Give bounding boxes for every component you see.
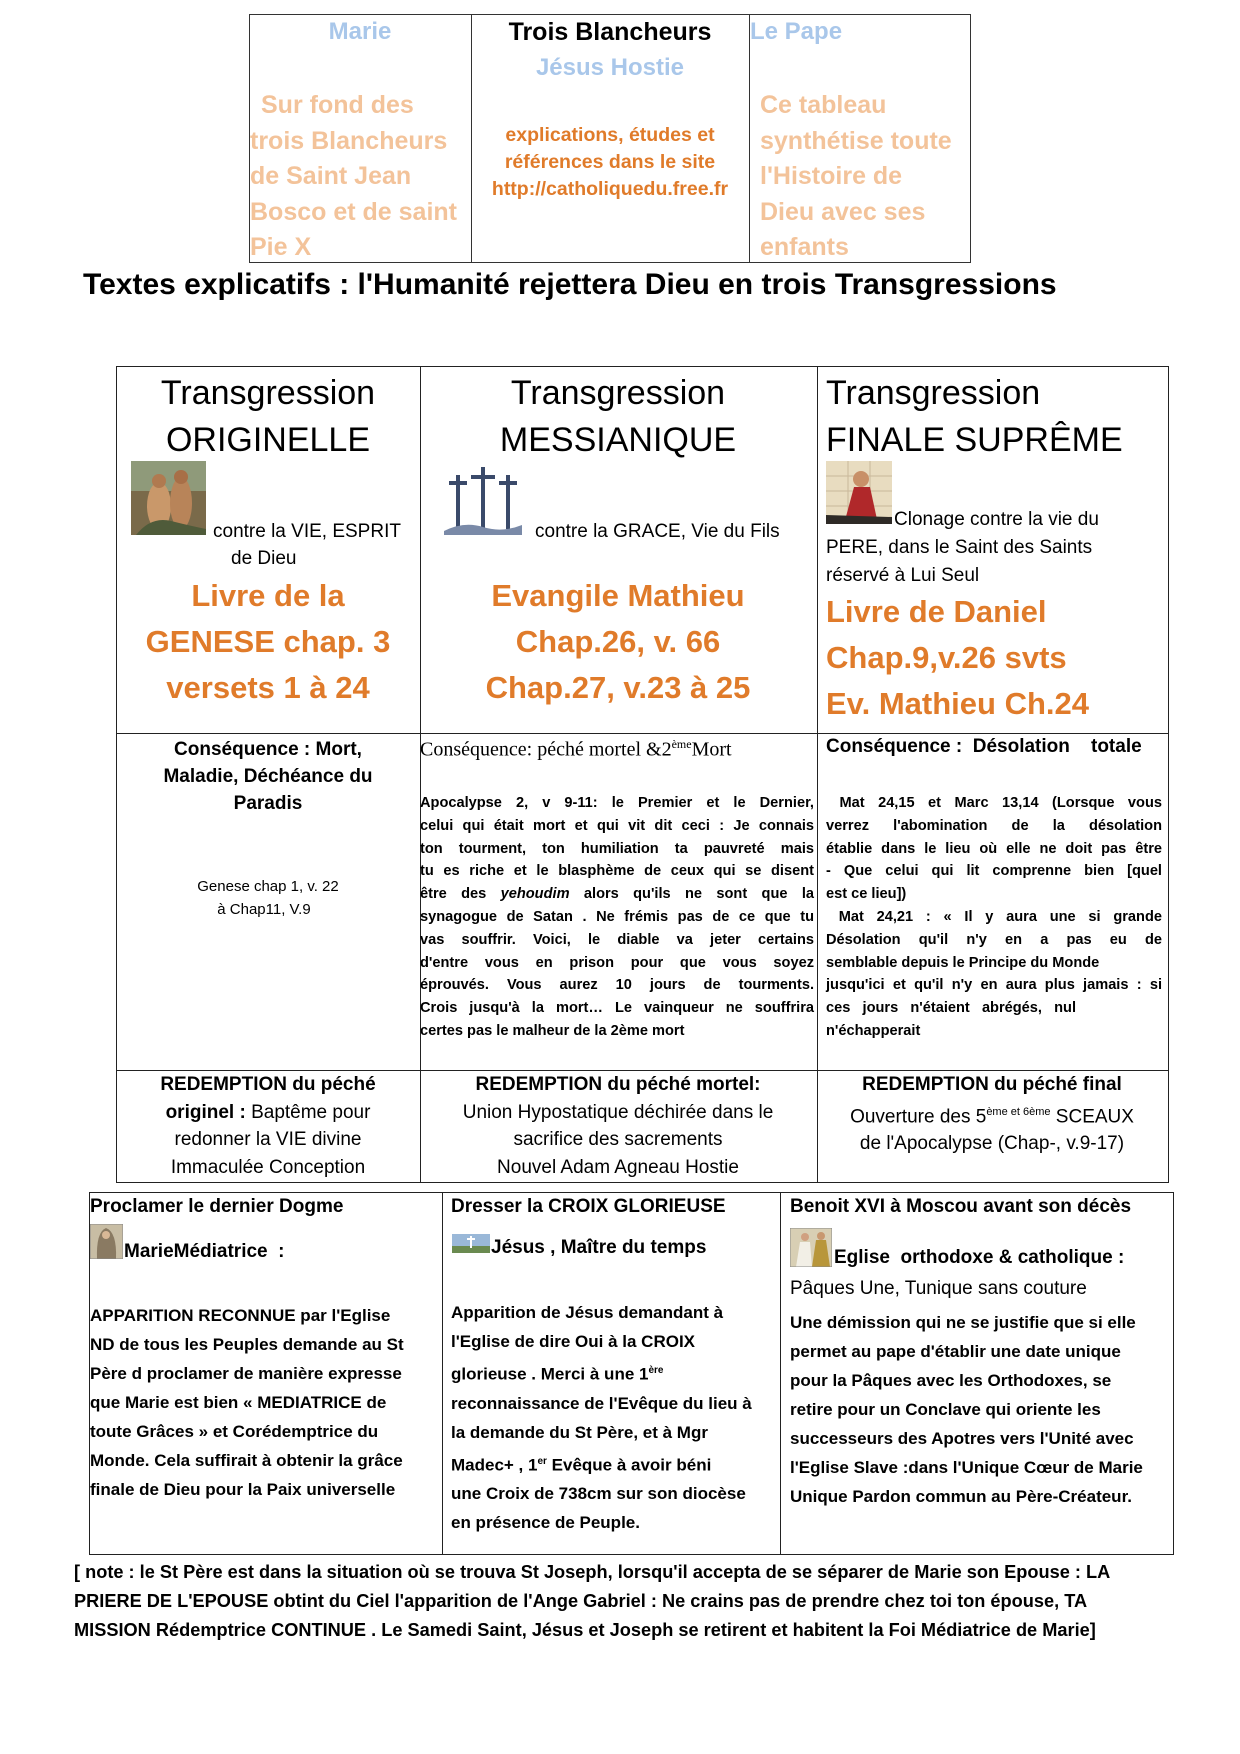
text-line: celui qui était mort et qui vit dit ceci : Je connais bbox=[420, 817, 814, 834]
text-line: une Croix de 738cm sur son diocèse bbox=[451, 1484, 746, 1504]
header-middle-text bbox=[471, 122, 749, 203]
redemption-text: Ouverture des 5 bbox=[850, 1105, 987, 1127]
book-line: Chap.9,v.26 svts bbox=[826, 640, 1067, 675]
book-line: Livre de Daniel bbox=[826, 594, 1047, 629]
consequence-line: Paradis bbox=[233, 793, 303, 814]
text-line: Une démission qui ne se justifie que si elle bbox=[790, 1313, 1136, 1332]
redemption-line: Immaculée Conception bbox=[170, 1156, 366, 1178]
redemption-title: REDEMPTION du péché final bbox=[862, 1074, 1122, 1095]
book-line: Chap.27, v.23 à 25 bbox=[485, 670, 751, 705]
originelle-caption bbox=[211, 518, 421, 572]
book-line: Chap.26, v. 66 bbox=[515, 624, 721, 659]
text-line: permet au pape d'établir une date unique bbox=[790, 1342, 1121, 1361]
header-right-line: synthétise toute bbox=[760, 126, 952, 155]
caption-line: PERE, dans le Saint des Saints bbox=[826, 537, 1093, 558]
text-line: établie dans le lieu où elle ne doit pas être bbox=[826, 840, 1162, 857]
consequence-finale-title: Conséquence : Désolation totale bbox=[826, 736, 1142, 757]
text-line: ton tourment, ton humiliation ta pauvreté mais bbox=[420, 840, 814, 857]
cross-subtitle: Jésus , Maître du temps bbox=[491, 1237, 707, 1258]
text-line: toute Grâces » et Corédemptrice du bbox=[90, 1422, 379, 1441]
moscow-subtitle: Eglise orthodoxe & catholique : bbox=[834, 1247, 1125, 1268]
text-line: verrez l'abomination de la désolation bbox=[826, 817, 1162, 834]
header-right-text bbox=[760, 88, 970, 266]
text-fragment: alors qu'ils ne sont que la bbox=[569, 886, 815, 903]
text-line: vas souffrir. Voici, le diable va jeter certains bbox=[420, 931, 814, 948]
text-line: successeurs des Apotres vers l'Unité avec bbox=[790, 1429, 1134, 1448]
note-line: [ note : le St Père est dans la situation où se trouva St Joseph, lorsqu'il accepta de se séparer de Marie son Epouse : LA bbox=[74, 1562, 1111, 1582]
caption-line: contre la VIE, ESPRIT bbox=[213, 521, 401, 542]
header-middle-subtitle: Jésus Hostie bbox=[535, 54, 685, 81]
book-line: versets 1 à 24 bbox=[166, 670, 370, 705]
transgression-messianique bbox=[420, 370, 816, 464]
consequence-finale-text bbox=[826, 792, 1162, 1043]
moscow-text bbox=[790, 1308, 1170, 1511]
text-fragment: Madec+ , 1 bbox=[451, 1455, 538, 1475]
adam-eve-image bbox=[131, 461, 206, 535]
text-line: Unique Pardon commun au Père-Créateur. bbox=[790, 1487, 1132, 1506]
book-line: Livre de la bbox=[191, 578, 345, 613]
header-left-line: de Saint Jean bbox=[250, 162, 412, 190]
caption-line: Clonage contre la vie du bbox=[894, 509, 1099, 530]
site-link[interactable]: http://catholiquedu.free.fr bbox=[491, 178, 729, 200]
text-line: Père d proclamer de manière expresse bbox=[90, 1364, 402, 1383]
redemption-finale bbox=[817, 1071, 1167, 1158]
text-line: n'échapperait bbox=[826, 1022, 921, 1039]
header-middle-line: références dans le site bbox=[504, 151, 716, 173]
closing-note bbox=[74, 1558, 1194, 1645]
header-right-title: Le Pape bbox=[750, 18, 843, 45]
finale-book bbox=[826, 589, 1166, 727]
consequence-title-text: Mort bbox=[691, 738, 732, 761]
redemption-line bbox=[117, 1099, 419, 1127]
consequence-originelle bbox=[117, 736, 419, 817]
text-line: - Que celui qui lit comprenne bien [quel bbox=[826, 863, 1162, 880]
redemption-messianique bbox=[420, 1071, 816, 1181]
caption-line: de Dieu bbox=[231, 548, 297, 569]
header-left-text bbox=[250, 88, 472, 266]
originelle-book bbox=[117, 573, 419, 711]
redemption-line: Union Hypostatique déchirée dans le bbox=[462, 1101, 774, 1123]
redemption-title-bold: originel : bbox=[165, 1101, 246, 1123]
consequence-line: Conséquence : Mort, bbox=[174, 739, 362, 760]
text-line: éprouvés. Vous aurez 10 jours de tourments. bbox=[420, 977, 814, 994]
caption-line: réservé à Lui Seul bbox=[826, 565, 980, 586]
glorious-cross-image bbox=[452, 1234, 490, 1253]
text-line: ND de tous les Peuples demande au St bbox=[90, 1335, 404, 1354]
superscript: er bbox=[537, 1455, 547, 1467]
finale-caption bbox=[826, 506, 1166, 590]
book-line: GENESE chap. 3 bbox=[145, 624, 391, 659]
header-left-line: Pie X bbox=[250, 233, 312, 261]
text-line bbox=[451, 1356, 786, 1389]
text-line: que Marie est bien « MEDIATRICE de bbox=[90, 1393, 387, 1412]
transgression-heading: Transgression bbox=[160, 374, 376, 412]
text-line: Apparition de Jésus demandant à bbox=[451, 1303, 724, 1322]
moscow-title: Benoit XVI à Moscou avant son décès bbox=[790, 1196, 1132, 1217]
patriarch-image bbox=[790, 1228, 832, 1267]
header-right-line: Dieu avec ses bbox=[760, 197, 926, 226]
text-line: retire pour un Conclave qui oriente les bbox=[790, 1400, 1101, 1419]
redemption-line: redonner la VIE divine bbox=[174, 1129, 362, 1150]
text-line: Mat 24,21 : « Il y aura une si grande bbox=[826, 908, 1162, 925]
table-hline-1 bbox=[117, 733, 1168, 734]
text-fragment: Evêque à avoir béni bbox=[546, 1455, 712, 1475]
text-line: ces jours n'étaient abrégés, nul bbox=[826, 1000, 1077, 1017]
crucifixion-image bbox=[444, 461, 522, 535]
reference-line: Genese chap 1, v. 22 bbox=[197, 878, 339, 895]
header-right-line: Ce tableau bbox=[760, 91, 887, 119]
messianique-book bbox=[420, 573, 816, 711]
consequence-originelle-ref bbox=[117, 875, 419, 921]
superscript: ème bbox=[671, 737, 692, 751]
book-line: Ev. Mathieu Ch.24 bbox=[826, 686, 1089, 721]
consequence-messianique-title bbox=[420, 737, 816, 762]
main-title: Textes explicatifs : l'Humanité rejettera Dieu en trois Transgressions bbox=[83, 268, 1057, 301]
header-left-line: Bosco et de saint bbox=[250, 197, 457, 226]
redemption-title: REDEMPTION du péché bbox=[160, 1074, 376, 1095]
text-line: l'Eglise de dire Oui à la CROIX bbox=[451, 1332, 696, 1351]
transgression-finale bbox=[826, 370, 1166, 464]
note-line: PRIERE DE L'EPOUSE obtint du Ciel l'apparition de l'Ange Gabriel : Ne crains pas de prendre chez toi ton épouse, TA bbox=[74, 1591, 1088, 1611]
header-divider-right bbox=[749, 15, 750, 262]
table-vline-2 bbox=[817, 367, 818, 1182]
cross-title: Dresser la CROIX GLORIEUSE bbox=[451, 1196, 726, 1217]
dogma-text bbox=[90, 1301, 440, 1504]
transgression-heading: Transgression bbox=[826, 374, 1041, 412]
header-middle-line: explications, études et bbox=[505, 124, 715, 146]
text-line: l'Eglise Slave :dans l'Unique Cœur de Marie bbox=[790, 1458, 1143, 1477]
header-left-title: Marie bbox=[328, 18, 392, 45]
dogma-title: Proclamer le dernier Dogme bbox=[90, 1196, 344, 1217]
text-line: finale de Dieu pour la Paix universelle bbox=[90, 1480, 396, 1499]
note-line: MISSION Rédemptrice CONTINUE . Le Samedi Saint, Jésus et Joseph se retirent et habitent la Foi Médiatrice de Marie] bbox=[74, 1620, 1096, 1640]
transgression-originelle bbox=[117, 370, 419, 464]
virgin-image bbox=[90, 1224, 123, 1259]
text-line: APPARITION RECONNUE par l'Eglise bbox=[90, 1306, 391, 1325]
text-line: en présence de Peuple. bbox=[451, 1513, 640, 1533]
redemption-text: SCEAUX bbox=[1050, 1105, 1134, 1127]
book-line: Evangile Mathieu bbox=[491, 578, 745, 613]
text-fragment: glorieuse . Merci à une 1 bbox=[451, 1364, 649, 1384]
text-line: reconnaissance de l'Evêque du lieu à bbox=[451, 1393, 752, 1413]
action-vline-1 bbox=[442, 1193, 443, 1554]
transgression-name: ORIGINELLE bbox=[165, 421, 371, 459]
text-line: jusqu'ici et qu'il n'y en aura plus jamais : si bbox=[826, 977, 1162, 994]
consequence-line: Maladie, Déchéance du bbox=[163, 766, 373, 787]
transgression-heading: Transgression bbox=[510, 374, 726, 412]
reference-line: à Chap11, V.9 bbox=[217, 901, 311, 918]
superscript: ère bbox=[648, 1365, 664, 1376]
text-line: Désolation qu'il n'y en a pas eu de bbox=[826, 931, 1162, 948]
text-line: la demande du St Père, et à Mgr bbox=[451, 1422, 708, 1442]
redemption-line: de l'Apocalypse (Chap-, v.9-17) bbox=[859, 1133, 1125, 1155]
text-line: tu es riche et le blasphème de ceux qui se disent bbox=[420, 863, 814, 880]
text-line bbox=[420, 883, 814, 906]
table-vline-1 bbox=[420, 367, 421, 1182]
text-line: Monde. Cela suffirait à obtenir la grâce bbox=[90, 1451, 403, 1470]
superscript: ème et 6ème bbox=[986, 1105, 1051, 1118]
text-line bbox=[451, 1447, 786, 1480]
header-middle-title: Trois Blancheurs bbox=[508, 18, 712, 46]
header-left-line: trois Blancheurs bbox=[250, 126, 448, 155]
text-line: certes pas le malheur de la 2ème mort bbox=[420, 1022, 685, 1039]
redemption-text: Baptême pour bbox=[245, 1101, 371, 1123]
header-right-line: l'Histoire de bbox=[760, 162, 903, 190]
consequence-title-text: Conséquence: péché mortel &2 bbox=[420, 738, 672, 761]
redemption-title: REDEMPTION du péché mortel: bbox=[475, 1074, 761, 1095]
redemption-line: sacrifice des sacrements bbox=[513, 1129, 723, 1150]
text-line: d'entre vous en prison pour que vous soyez bbox=[420, 954, 814, 971]
text-line: semblable depuis le Principe du Monde bbox=[826, 954, 1100, 971]
redemption-originelle bbox=[117, 1071, 419, 1181]
dogma-subtitle: MarieMédiatrice : bbox=[124, 1241, 285, 1262]
header-right-line: enfants bbox=[760, 233, 849, 261]
text-line: Mat 24,15 et Marc 13,14 (Lorsque vous bbox=[826, 795, 1162, 811]
text-fragment: être des bbox=[420, 886, 501, 903]
consequence-messianique-text bbox=[420, 792, 814, 1043]
messianique-caption: contre la GRACE, Vie du Fils bbox=[535, 521, 780, 542]
redemption-line: Nouvel Adam Agneau Hostie bbox=[497, 1156, 739, 1178]
cross-text bbox=[451, 1298, 786, 1537]
transgression-name: MESSIANIQUE bbox=[499, 421, 737, 459]
text-line: Apocalypse 2, v 9-11: le Premier et le Dernier, bbox=[420, 795, 814, 811]
header-left-line: Sur fond des bbox=[261, 91, 414, 119]
moscow-plain-line: Pâques Une, Tunique sans couture bbox=[790, 1278, 1087, 1299]
redemption-line bbox=[817, 1099, 1167, 1131]
transgression-name: FINALE SUPRÊME bbox=[826, 421, 1123, 459]
text-line: synagogue de Satan . Ne frémis pas de ce que tu bbox=[420, 908, 814, 925]
text-line: pour la Pâques avec les Orthodoxes, se bbox=[790, 1371, 1112, 1390]
text-line: Crois jusqu'à la mort… Le vainqueur ne souffrira bbox=[420, 1000, 814, 1017]
text-line: est ce lieu]) bbox=[826, 886, 907, 903]
text-emphasis: yehoudim bbox=[500, 886, 570, 903]
